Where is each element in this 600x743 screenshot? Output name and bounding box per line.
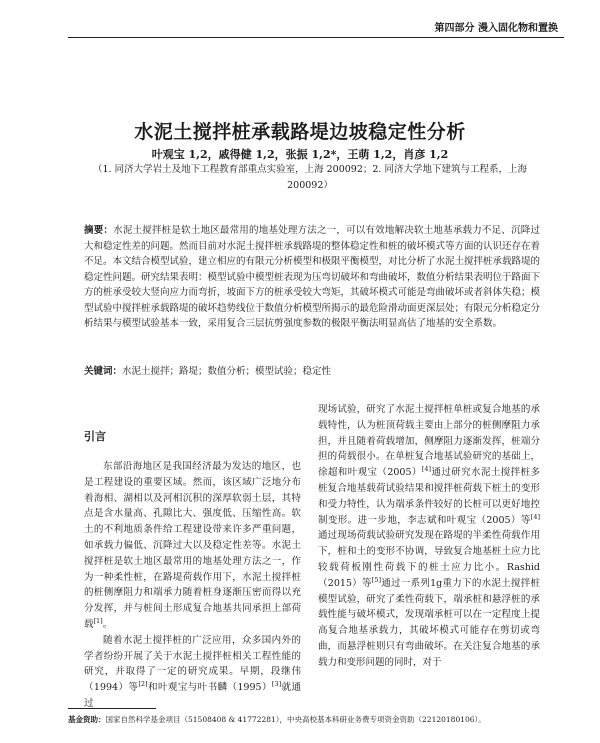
right-column: [318, 402, 540, 671]
keywords: [84, 363, 540, 377]
footnote: [68, 714, 548, 725]
citation: [3]: [271, 680, 282, 688]
header-rule: [68, 37, 564, 38]
citation: [1]: [93, 616, 103, 625]
keywords-text: 水泥土搅拌；路堤；数值分析；模型试验；稳定性: [122, 366, 332, 377]
abstract-text: 水泥土搅拌桩是软土地区最常用的地基处理方法之一，可以有效地解决软土地基承载力不足、沉降过大和稳定性差的问题。然而目前对水泥土搅拌桩承载路堤的整体稳定性和桩的破坏模式等方面的认识还存在着不足。本文结合模型试验，建立相应的有限元分析模型和极限平衡模型，对比分析了水泥土搅拌桩承载路堤的稳定性问题。研究结果表明：模型试验中模型桩表现为压弯切破坏和弯曲破坏，数值分析结果表明位于路面下方的桩承受较大竖向应力而弯折，坡面下方的桩承受较大弯矩，其破坏模式可能是弯曲破坏或者斜体失稳；模型试验中搅拌桩承载路堤的破坏趋势线位于数值分析模型所揭示的最危险滑动面更深层处；有限元分析稳定分析结果与模型试验基本一致，采用复合三层抗剪强度参数的极限平衡法明显高估了地基的安全系数。: [84, 225, 541, 329]
citation: [5]: [371, 575, 381, 584]
keywords-label: 关键词：: [84, 366, 123, 377]
footnote-text: 国家自然科学基金项目（51508408 & 41772281），中央高校基本科研业务费专项资金资助（22120180106）。: [105, 715, 486, 724]
running-header: 第四部分 漫入固化物和置换: [434, 23, 558, 34]
footnote-rule: [68, 708, 156, 709]
left-column: [84, 459, 301, 712]
affiliation: （1. 同济大学岩土及地下工程教育部重点实验室，上海 200092；2. 同济大学地下建筑与工程系，上海 200092）: [93, 164, 527, 191]
citation: [2]: [138, 680, 148, 688]
paragraph: 东部沿海地区是我国经济最为发达的地区，也是工程建设的重要区域。然而，该区域广泛地分布着海相、湖相以及河相沉积的深厚软弱土层，其特点是含水量高、孔隙比大、强度低、压缩性高。软土的不利地质条件给工程建设带来许多严重问题，如承载力偏低、沉降过大以及稳定性差等。水泥土搅拌桩是软土地区最常用的地基处理方法之一，作为一种柔性桩，在路堤荷载作用下，水泥土搅拌桩的桩侧摩阻力和端承力随着桩身逐渐压密而得以充分发挥，并与桩间土形成复合地基共同承担上部荷载[1]。: [84, 461, 301, 630]
footnote-label: 基金资助：: [68, 715, 106, 724]
paragraph: 现场试验，研究了水泥土搅拌桩单桩或复合地基的承载特性，认为桩顶荷载主要由上部分的桩侧摩阻力承担，并且随着荷载增加，侧摩阻力逐渐发挥，桩端分担的荷载很小。在单桩复合地基试验研究的基础上，徐超和叶观宝（2005）[4]通过研究水泥土搅拌桩多桩复合地基载荷试验结果和搅拌桩荷载下桩土的变形和受力特性，认为端承条件较好的长桩可以更好地控制变形。进一步地，李志斌和叶观宝（2005）等[4]通过现场荷载试验研究发现在路堤的半柔性荷载作用下，桩和土的变形不协调，导致复合地基桩土应力比较载荷板刚性荷载下的桩土应力比小。Rashid（2015）等[5]通过一系列1g重力下的水泥土搅拌桩模型试验，研究了柔性荷载下，端承桩和悬浮桩的承载性能与破坏模式，发现端承桩可以在一定程度上提高复合地基承载力，其破坏模式可能存在剪切或弯曲，而悬浮桩则只有弯曲破坏。在关注复合地基的承载力和变形问题的同时，对于: [318, 404, 540, 668]
authors: 叶观宝 1,2，戚得健 1,2，张振 1,2*，王萌 1,2，肖彦 1,2: [151, 148, 449, 161]
abstract-label: 摘要：: [84, 225, 114, 236]
citation: [4]: [530, 512, 540, 521]
abstract: [84, 223, 540, 332]
paragraph: 随着水泥土搅拌桩的广泛应用，众多国内外的学者纷纷开展了关于水泥土搅拌桩相关工程性能的研究，并取得了一定的研究成果。早期，段继伟（1994）等[2]和叶观宝与叶书麟（1995）[3]就通过: [84, 634, 301, 709]
citation: [4]: [421, 465, 432, 474]
section-heading-intro: 引言: [84, 430, 106, 443]
paper-title: 水泥土搅拌桩承载路堤边坡稳定性分析: [134, 121, 466, 143]
